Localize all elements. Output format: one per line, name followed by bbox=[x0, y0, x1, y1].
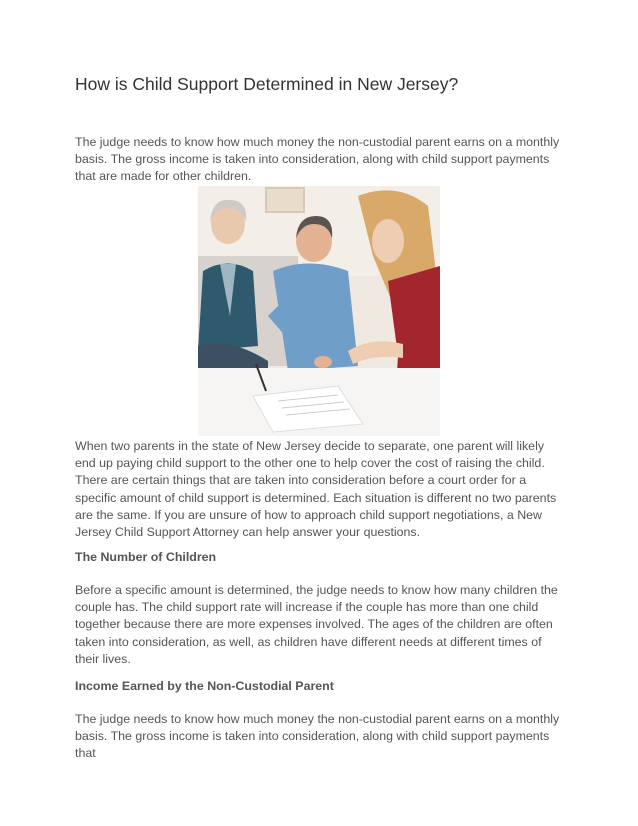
main-paragraph: When two parents in the state of New Jersey decide to separate, one parent will likely end up paying child support to the other one to help cover the cost of raising the child. There are certain things that are taken into consideration before a court order for a specific amount of child support is determined. Each situation is different no two parents are the same. If you are unsure of how to approach child support negotiations, a New Jersey Child Support Attorney can help answer your questions. bbox=[75, 439, 557, 540]
consultation-photo bbox=[198, 186, 440, 436]
intro-paragraph: The judge needs to know how much money the non-custodial parent earns on a monthly basis. The gross income is taken into consideration, along with child support payments that are made for other children. bbox=[75, 135, 560, 184]
income-paragraph: The judge needs to know how much money the non-custodial parent earns on a monthly basis. The gross income is taken into consideration, along with child support payments that bbox=[75, 712, 560, 761]
children-paragraph: Before a specific amount is determined, the judge needs to know how many children the couple has. The child support rate will increase if the couple has more than one child together because there are more expenses involved. The ages of the children are often taken into consideration, as well, as children have different needs at different times of their lives. bbox=[75, 583, 558, 666]
heading-income-earned: Income Earned by the Non-Custodial Parent bbox=[75, 679, 334, 693]
consultation-photo-illustration bbox=[198, 186, 440, 436]
page-title: How is Child Support Determined in New Jersey? bbox=[75, 74, 459, 94]
heading-number-of-children: The Number of Children bbox=[75, 550, 217, 564]
